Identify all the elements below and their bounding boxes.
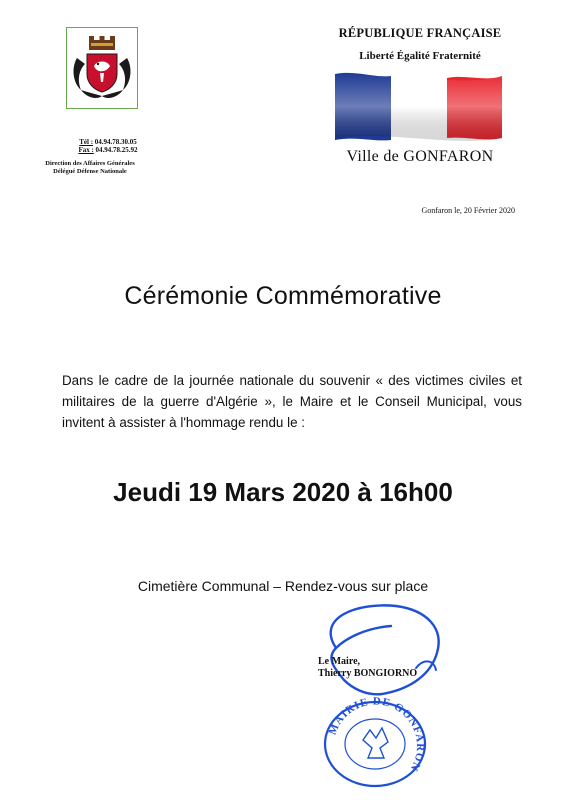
crest-icon bbox=[67, 28, 137, 108]
coat-of-arms-logo bbox=[66, 27, 138, 109]
fax-number: 04.94.78.25.92 bbox=[95, 146, 138, 154]
fax-line bbox=[48, 146, 168, 154]
stamp-icon bbox=[318, 690, 433, 790]
event-location: Cimetière Communal – Rendez-vous sur place bbox=[137, 578, 429, 594]
town-name: Ville de GONFARON bbox=[346, 148, 494, 165]
event-date: Jeudi 19 Mars 2020 à 16h00 bbox=[113, 477, 453, 507]
phone-number: 04.94.78.30.05 bbox=[94, 138, 137, 146]
phone-label: Tél : bbox=[79, 138, 94, 146]
republic-motto: Liberté Égalité Fraternité bbox=[359, 50, 481, 62]
french-flag-logo bbox=[335, 68, 502, 144]
subdepartment-name: Délégué Défense Nationale bbox=[53, 168, 127, 175]
stamp-emblem bbox=[363, 728, 388, 758]
town-hall-stamp bbox=[318, 690, 433, 790]
republic-title: RÉPUBLIQUE FRANÇAISE bbox=[338, 26, 502, 40]
fax-label: Fax : bbox=[78, 146, 94, 154]
department-name: Direction des Affaires Générales bbox=[45, 160, 135, 167]
page-title: Cérémonie Commémorative bbox=[124, 282, 442, 310]
letter-date: Gonfaron le, 20 Février 2020 bbox=[421, 206, 515, 215]
signatory-name: Thierry BONGIORNO bbox=[318, 668, 418, 679]
flag-icon bbox=[335, 68, 502, 144]
phone-line bbox=[48, 138, 168, 146]
signature-flourish bbox=[416, 661, 436, 670]
invitation-paragraph: Dans le cadre de la journée nationale du souvenir « des victimes civiles et militaires de la guerre d'Algérie », le Maire et le Conseil Municipal, vous invitent à assister à l'hommage rendu le : bbox=[62, 373, 522, 430]
signatory-title: Le Maire, bbox=[318, 656, 361, 667]
stamp-text: MAIRIE DE GONFARON bbox=[326, 695, 427, 774]
signature-stroke bbox=[331, 605, 439, 694]
stamp-inner-ring bbox=[345, 719, 405, 769]
